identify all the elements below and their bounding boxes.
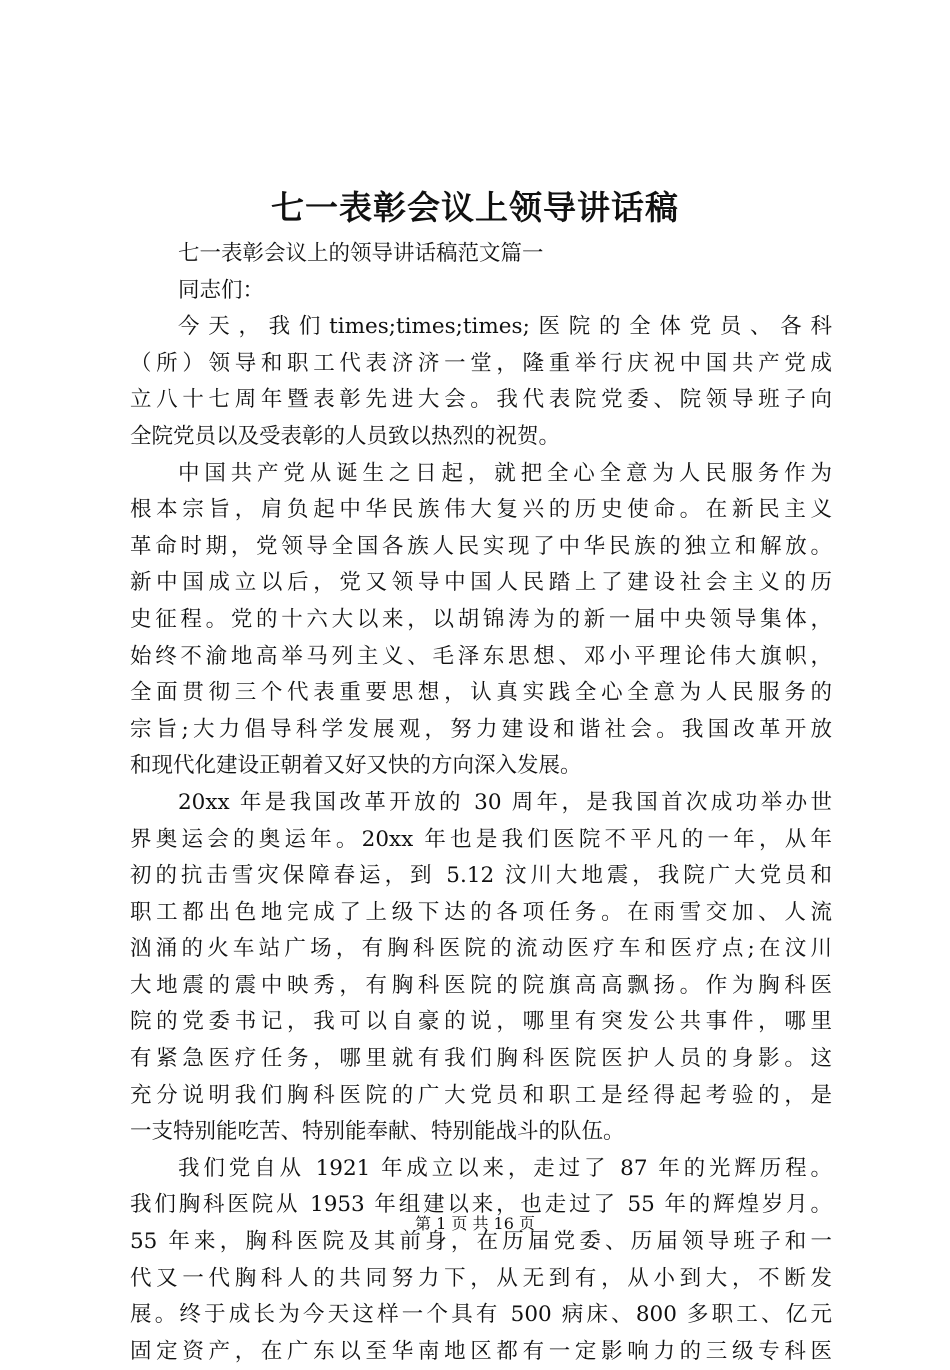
- text-line: 一支特别能吃苦、特别能奉献、特别能战斗的队伍。: [130, 1119, 625, 1145]
- text-line: 有紧急医疗任务，哪里就有我们胸科医院医护人员的身影。这: [130, 1046, 832, 1072]
- text-line: 大地震的震中映秀，有胸科医院的院旗高高飘扬。作为胸科医: [130, 972, 832, 998]
- page-footer: 第 1 页 共 16 页: [415, 1214, 535, 1233]
- text-line: 院的党委书记，我可以自豪的说，哪里有突发公共事件，哪里: [130, 1009, 832, 1035]
- text-line: 汹涌的火车站广场，有胸科医院的流动医疗车和医疗点;在汶川: [130, 936, 832, 962]
- document-title: 七一表彰会议上领导讲话稿: [271, 188, 679, 227]
- text-line: 我们胸科医院从 1953 年组建以来，也走过了 55 年的辉煌岁月。: [130, 1192, 832, 1218]
- text-line: 革命时期，党领导全国各族人民实现了中华民族的独立和解放。: [130, 533, 832, 559]
- text-line: 七一表彰会议上的领导讲话稿范文篇一: [178, 241, 544, 266]
- text-line: 固定资产，在广东以至华南地区都有一定影响力的三级专科医: [130, 1338, 832, 1364]
- text-line: 同志们：: [178, 277, 265, 303]
- text-line: 根本宗旨，肩负起中华民族伟大复兴的历史使命。在新民主义: [130, 497, 832, 523]
- text-line: 职工都出色地完成了上级下达的各项任务。在雨雪交加、人流: [130, 899, 832, 925]
- text-line: 和现代化建设正朝着又好又快的方向深入发展。: [130, 753, 582, 779]
- text-line: 展。终于成长为今天这样一个具有 500 病床、800 多职工、亿元: [130, 1302, 832, 1328]
- text-line: 界奥运会的奥运年。20xx 年也是我们医院不平凡的一年，从年: [130, 826, 832, 852]
- text-line: 20xx 年是我国改革开放的 30 周年，是我国首次成功举办世: [178, 789, 832, 815]
- text-line: 新中国成立以后，党又领导中国人民踏上了建设社会主义的历: [130, 570, 832, 596]
- text-line: （所）领导和职工代表济济一堂，隆重举行庆祝中国共产党成: [130, 350, 832, 376]
- document-body: [130, 236, 832, 1370]
- text-line: 全院党员以及受表彰的人员致以热烈的祝贺。: [130, 423, 561, 449]
- text-line: 史征程。党的十六大以来，以胡锦涛为的新一届中央领导集体，: [130, 606, 832, 632]
- text-line: 55 年来，胸科医院及其前身，在历届党委、历届领导班子和一: [130, 1229, 832, 1255]
- text-line: 宗旨;大力倡导科学发展观，努力建设和谐社会。我国改革开放: [130, 716, 832, 742]
- text-line: 代又一代胸科人的共同努力下，从无到有，从小到大，不断发: [130, 1265, 832, 1291]
- text-line: 初的抗击雪灾保障春运，到 5.12 汶川大地震，我院广大党员和: [130, 863, 832, 889]
- text-line: 今天，我们times;times;times;医院的全体党员、各科: [178, 314, 832, 340]
- text-line: 全面贯彻三个代表重要思想，认真实践全心全意为人民服务的: [130, 680, 832, 706]
- text-line: 始终不渝地高举马列主义、毛泽东思想、邓小平理论伟大旗帜，: [130, 643, 832, 669]
- text-line: 立八十七周年暨表彰先进大会。我代表院党委、院领导班子向: [130, 387, 832, 413]
- text-line: 中国共产党从诞生之日起，就把全心全意为人民服务作为: [178, 460, 832, 486]
- text-line: 我们党自从 1921 年成立以来，走过了 87 年的光辉历程。: [178, 1155, 832, 1181]
- text-line: 充分说明我们胸科医院的广大党员和职工是经得起考验的，是: [130, 1082, 832, 1108]
